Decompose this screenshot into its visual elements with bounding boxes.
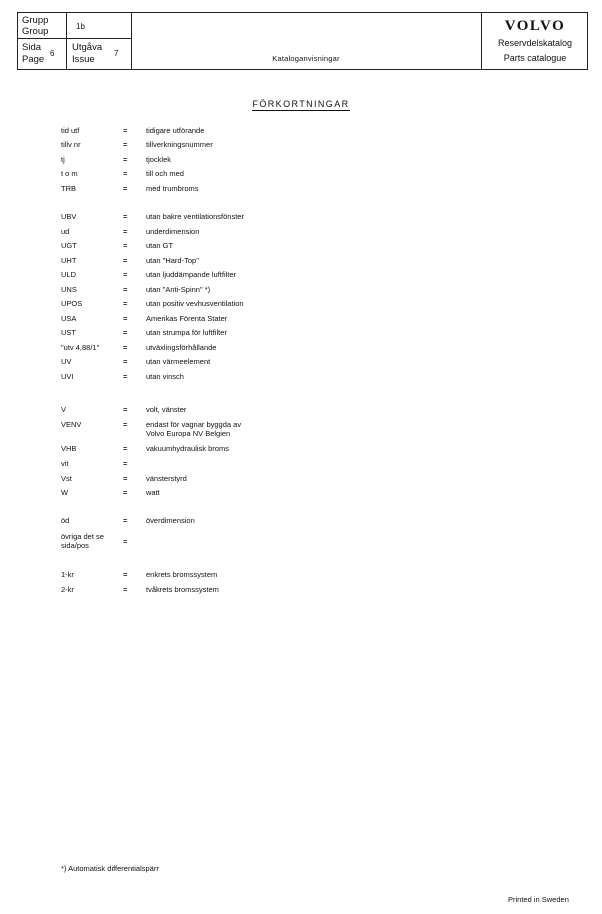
abbreviation: V — [61, 405, 67, 414]
abbreviation: UBV — [61, 212, 77, 221]
abbreviation: UV — [61, 357, 72, 366]
equals-sign: = — [123, 212, 128, 221]
section-title: Kataloganvisningar — [272, 54, 340, 63]
equals-sign: = — [123, 155, 128, 164]
abbreviation: t o m — [61, 169, 78, 178]
definition: utväxlingsförhållande — [146, 343, 217, 352]
definition: utan bakre ventilationsfönster — [146, 212, 244, 221]
divider — [18, 38, 131, 39]
group-label: Group — [22, 26, 49, 37]
abbreviation: "utv 4,88/1" — [61, 343, 100, 352]
definition: Amerikas Förenta Stater — [146, 314, 228, 323]
abbreviation: UGT — [61, 241, 77, 250]
abbreviation: öd — [61, 516, 70, 525]
definition: underdimension — [146, 227, 200, 236]
definition: utan ljuddämpande luftfilter — [146, 270, 237, 279]
abbreviation: tj — [61, 155, 65, 164]
definition: tillverkningsnummer — [146, 140, 213, 149]
definition: enkrets bromssystem — [146, 570, 218, 579]
definition: utan vinsch — [146, 372, 184, 381]
equals-sign: = — [123, 270, 128, 279]
issue-value: 7 — [114, 49, 119, 58]
equals-sign: = — [123, 405, 128, 414]
grupp-label: Grupp — [22, 15, 49, 26]
equals-sign: = — [123, 184, 128, 193]
abbreviation: ud — [61, 227, 70, 236]
abbreviation: vit — [61, 459, 69, 468]
issue-label: Issue — [72, 54, 95, 65]
definition: volt, vänster — [146, 405, 187, 414]
sida-label: Sida — [22, 42, 42, 53]
equals-sign: = — [123, 314, 128, 323]
abbreviation: UNS — [61, 285, 77, 294]
abbreviation: W — [61, 488, 69, 497]
group-value: 1b — [76, 22, 85, 31]
equals-sign: = — [123, 357, 128, 366]
catalog-title-sv: Reservdelskatalog — [497, 38, 573, 48]
definition: watt — [146, 488, 160, 497]
page-heading: FÖRKORTNINGAR — [252, 99, 350, 109]
equals-sign: = — [123, 585, 128, 594]
definition: utan värmeelement — [146, 357, 211, 366]
definition: vänsterstyrd — [146, 474, 187, 483]
equals-sign: = — [123, 299, 128, 308]
definition: utan "Anti-Spinn" *) — [146, 285, 211, 294]
equals-sign: = — [123, 444, 128, 453]
equals-sign: = — [123, 328, 128, 337]
equals-sign: = — [123, 140, 128, 149]
definition: överdimension — [146, 516, 195, 525]
abbreviation: UHT — [61, 256, 77, 265]
equals-sign: = — [123, 241, 128, 250]
definition: tjocklek — [146, 155, 172, 164]
definition: utan positiv vevhusventilation — [146, 299, 244, 308]
equals-sign: = — [123, 343, 128, 352]
definition: vakuumhydraulisk broms — [146, 444, 229, 453]
definition: endast för vagnar byggda av — [146, 420, 242, 429]
page-label: Page — [22, 54, 45, 65]
divider — [66, 13, 67, 69]
abbreviation: tid utf — [61, 126, 80, 135]
definition: med trumbroms — [146, 184, 199, 193]
equals-sign: = — [123, 474, 128, 483]
definition: tvåkrets bromssystem — [146, 585, 219, 594]
equals-sign: = — [123, 169, 128, 178]
abbreviation: övriga det se — [61, 532, 104, 541]
equals-sign: = — [123, 126, 128, 135]
definition: tidigare utförande — [146, 126, 205, 135]
definition: utan strumpa för luftfilter — [146, 328, 227, 337]
equals-sign: = — [123, 570, 128, 579]
utgava-label: Utgåva — [72, 42, 103, 53]
abbreviation: UVI — [61, 372, 74, 381]
equals-sign: = — [123, 459, 128, 468]
equals-sign: = — [123, 420, 128, 429]
definition: till och med — [146, 169, 184, 178]
abbreviation: 1-kr — [61, 570, 74, 579]
abbreviation: UPOS — [61, 299, 83, 308]
equals-sign: = — [123, 516, 128, 525]
abbreviation: Vst — [61, 474, 72, 483]
abbreviation: tillv nr — [61, 140, 81, 149]
abbreviation: VHB — [61, 444, 77, 453]
equals-sign: = — [123, 488, 128, 497]
equals-sign: = — [123, 372, 128, 381]
definition: utan GT — [146, 241, 174, 250]
catalog-title-en: Parts catalogue — [503, 53, 567, 63]
page-value: 6 — [50, 49, 55, 58]
equals-sign: = — [123, 256, 128, 265]
volvo-logo: VOLVO — [504, 18, 566, 34]
abbreviation: TRB — [61, 184, 76, 193]
equals-sign: = — [123, 285, 128, 294]
abbreviation: ULD — [61, 270, 77, 279]
printed-in: Printed in Sweden — [508, 895, 569, 904]
equals-sign: = — [123, 537, 128, 546]
equals-sign: = — [123, 227, 128, 236]
abbreviation: UST — [61, 328, 76, 337]
definition: utan "Hard-Top" — [146, 256, 199, 265]
abbreviation: 2-kr — [61, 585, 74, 594]
definition-cont: Volvo Europa NV Belgien — [146, 429, 231, 438]
abbreviation-cont: sida/pos — [61, 541, 89, 550]
abbreviation: VENV — [61, 420, 82, 429]
footnote: *) Automatisk differentialspärr — [61, 864, 159, 873]
abbreviation: USA — [61, 314, 77, 323]
header-box — [17, 12, 588, 70]
